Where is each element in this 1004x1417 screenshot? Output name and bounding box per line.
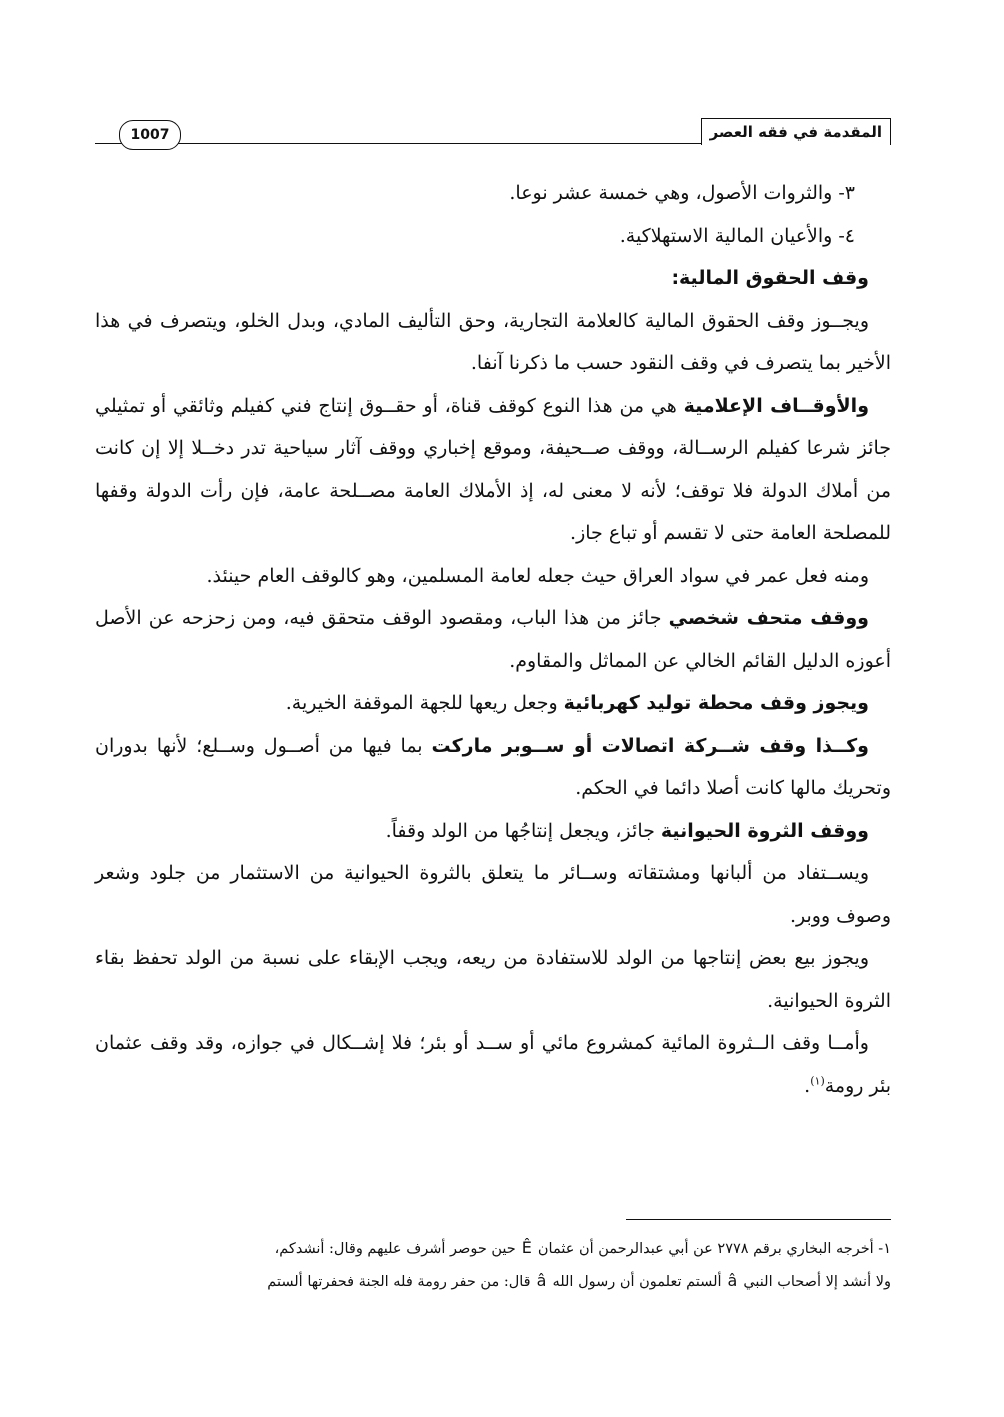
list-item-4: ٤- والأعيان المالية الاستهلاكية. [619,224,855,247]
paragraph-power-station [95,682,891,725]
page-body [95,172,891,1107]
page-number: 1007 [119,120,181,150]
book-title: المقدمة في فقه العصر [701,118,891,145]
paragraph-sale: ويجوز بيع بعض إنتاجها من الولد للاستفادة من ريعه، ويجب الإبقاء على نسبة من الولد تحفظ بقاء الثروة الحيوانية. [95,947,891,1012]
bold-term-media: والأوقــاف الإعلامية [683,394,870,417]
honorific-symbol-icon: â [727,1271,738,1290]
honorific-symbol-icon: Ê [521,1238,532,1257]
paragraph-telecom [95,725,891,810]
list-item-3: ٣- والثروات الأصول، وهي خمسة عشر نوعا. [509,182,855,204]
footnote-text: حين حوصر أشرف عليهم وقال: أنشدكم، [274,1241,516,1257]
paragraph-financial-rights: ويجــوز وقف الحقوق المالية كالعلامة التجارية، وحق التأليف المادي، وبدل الخلو، ويتصرف في هذا الأخير بما يتصرف في وقف النقود حسب ما ذكرنا آنفا. [95,309,891,374]
paragraph-water [95,1022,891,1107]
bold-term-power-station: ويجوز وقف محطة توليد كهربائية [563,692,869,714]
paragraph-livestock [95,810,891,853]
paragraph-text: جائز من هذا الباب، ومقصود الوقف متحقق فيه، ومن زحزحه عن الأصل أعوزه الدليل القائم الخالي عن المماثل والمقاوم. [95,607,891,672]
paragraph-benefit: ويســتفاد من ألبانها ومشتقاته وســائر ما يتعلق بالثروة الحيوانية من الاستثمار من جلود وشعر وصوف ووبر. [95,862,891,927]
paragraph-museum [95,597,891,682]
footnote-line-2 [95,1265,891,1298]
footnote-line-1 [95,1232,891,1265]
footnote-text: ولا أنشد إلا أصحاب النبي [743,1274,891,1290]
paragraph-text: هي من هذا النوع كوقف قناة، أو حقــوق إنتاج فني كفيلم وثائقي أو تمثيلي جائز شرعا كفيلم الرســالة، ووقف صــحيفة، وموقع إخباري ووقف آثار سياحية تدر دخــلا إلا إن كانت من أملاك الدولة فلا توقف؛ لأنه لا معنى له، إذ الأملاك العامة مصــلحة عامة، فإن رأت الدولة وقفها للمصلحة العامة حتى لا تقسم أو تباع جاز. [95,394,891,544]
footnote-separator [626,1219,891,1220]
paragraph-text: بما فيها من أصــول وســلع؛ لأنها بدوران وتحريك مالها كانت أصلا دائما في الحكم. [95,734,891,799]
paragraph-text: جائز، ويجعل إنتاجُها من الولد وقفاً. [385,819,661,842]
section-heading: وقف الحقوق المالية: [671,267,869,289]
paragraph-text: وجعل ريعها للجهة الموقفة الخيرية. [285,692,564,714]
bold-term-livestock: ووقف الثروة الحيوانية [660,819,869,842]
paragraph-end: . [804,1074,811,1097]
paragraph-omar: ومنه فعل عمر في سواد العراق حيث جعله لعامة المسلمين، وهو كالوقف العام حينئذ. [206,564,869,587]
bold-term-telecom: وكــذا وقف شــركة اتصالات أو ســوبر ماركت [431,734,869,757]
footnote-text: ١- أخرجه البخاري برقم ٢٧٧٨ عن أبي عبدالرحمن أن عثمان [537,1241,891,1257]
paragraph-text: وأمــا وقف الــثروة المائية كمشروع مائي أو ســد أو بئر؛ فلا إشــكال في جوازه، وقد وقف عثمان بئر رومة [95,1032,891,1097]
footnotes [95,1232,891,1298]
footnote-text: قال: من حفر رومة فله الجنة فحفرتها ألستم [267,1274,531,1290]
footnote-text: ألستم تعلمون أن رسول الله [552,1274,722,1290]
paragraph-media-endowments [95,385,891,555]
footnote-marker[interactable]: (١) [810,1074,825,1088]
running-header [95,118,891,150]
honorific-symbol-icon: â [536,1271,547,1290]
bold-term-museum: ووقف متحف شخصي [668,607,869,629]
